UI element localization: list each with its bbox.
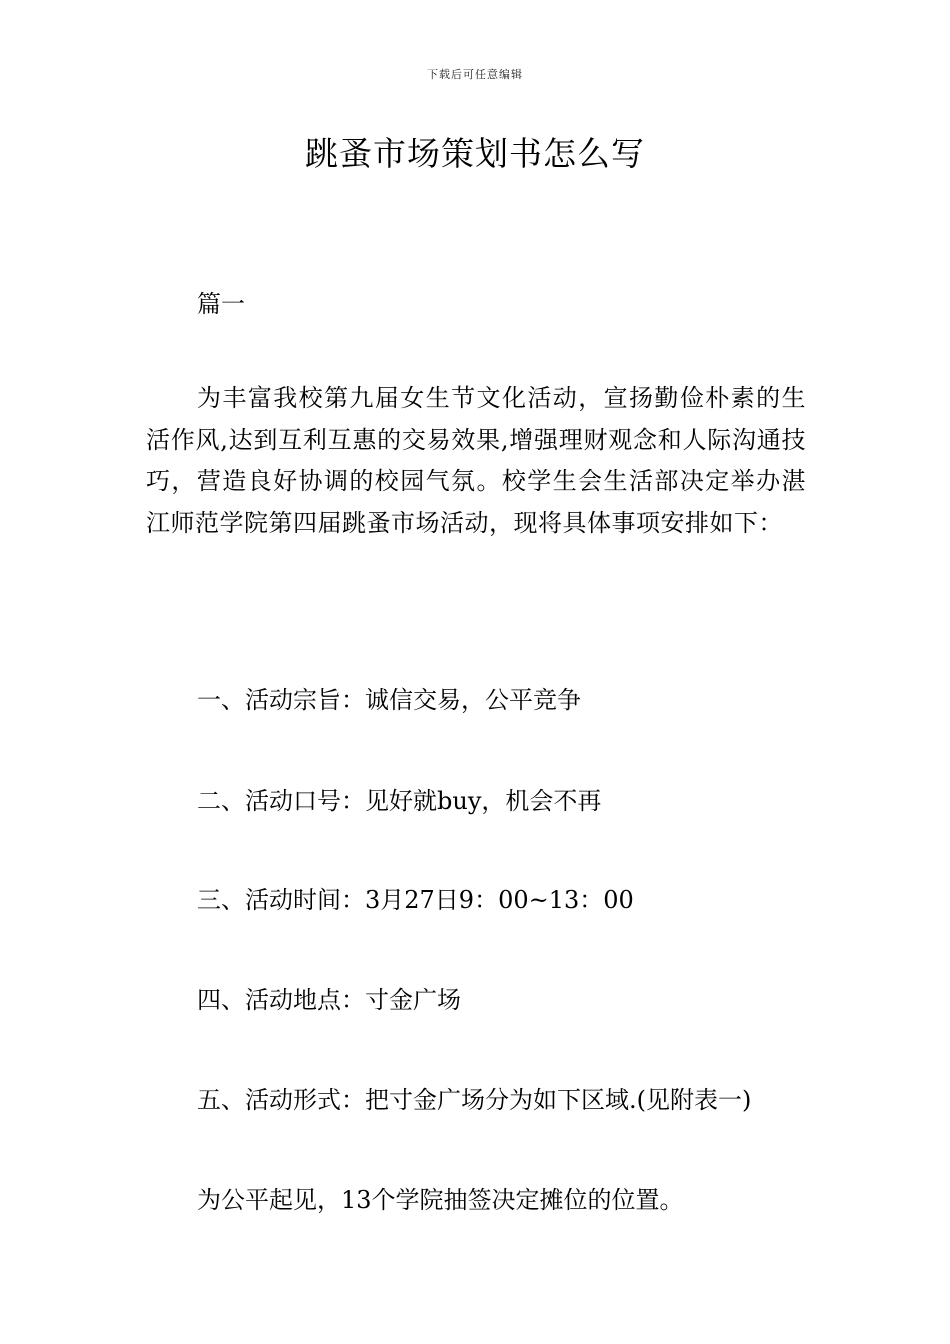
intro-paragraph: 为丰富我校第九届女生节文化活动，宣扬勤俭朴素的生活作风,达到互利互惠的交易效果,增强理财观念和人际沟通技巧，营造良好协调的校园气氛。校学生会生活部决定举办湛江师范学院第四届跳蚤市场活动，现将具体事项安排如下： [146, 384, 806, 537]
list-item-purpose: 一、活动宗旨：诚信交易，公平竞争 [197, 686, 581, 714]
list-item-time: 三、活动时间：3月27日9：00~13：00 [197, 886, 634, 914]
list-item-format: 五、活动形式：把寸金广场分为如下区域.(见附表一) [197, 1086, 752, 1114]
header-note: 下载后可任意编辑 [427, 68, 523, 81]
list-item-slogan: 二、活动口号：见好就buy，机会不再 [197, 787, 602, 815]
document-title: 跳蚤市场策划书怎么写 [305, 134, 645, 173]
section-label: 篇一 [197, 290, 245, 318]
list-item-fairness: 为公平起见，13个学院抽签决定摊位的位置。 [197, 1186, 684, 1214]
list-item-location: 四、活动地点：寸金广场 [197, 986, 461, 1014]
